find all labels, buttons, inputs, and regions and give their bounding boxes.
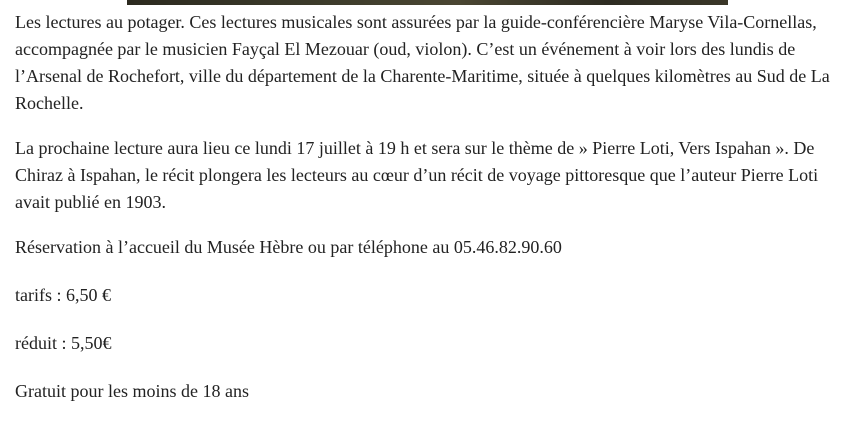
article-body — [15, 9, 850, 423]
paragraph-reservation: Réservation à l’accueil du Musée Hèbre ou par téléphone au 05.46.82.90.60 — [15, 237, 562, 257]
article-image-bottom-edge — [127, 0, 728, 5]
paragraph-intro: Les lectures au potager. Ces lectures musicales sont assurées par la guide-conférencière Maryse Vila-Cornellas, accompagnée par le musicien Fayçal El Mezouar (oud, violon). C’est un événement à voir lors des lundis de l’Arsenal de Rochefort, ville du département de la Charente-Maritime, située à quelques kilomètres au Sud de La Rochelle. — [15, 12, 830, 113]
price-reduced: réduit : 5,50€ — [15, 333, 112, 353]
price-free-note: Gratuit pour les moins de 18 ans — [15, 381, 249, 401]
paragraph-next-reading: La prochaine lecture aura lieu ce lundi 17 juillet à 19 h et sera sur le thème de » Pierre Loti, Vers Ispahan ». De Chiraz à Ispahan, le récit plongera les lecteurs au cœur d’un récit de voyage pittoresque que l’auteur Pierre Loti avait publié en 1903. — [15, 138, 819, 212]
price-full: tarifs : 6,50 € — [15, 285, 111, 305]
